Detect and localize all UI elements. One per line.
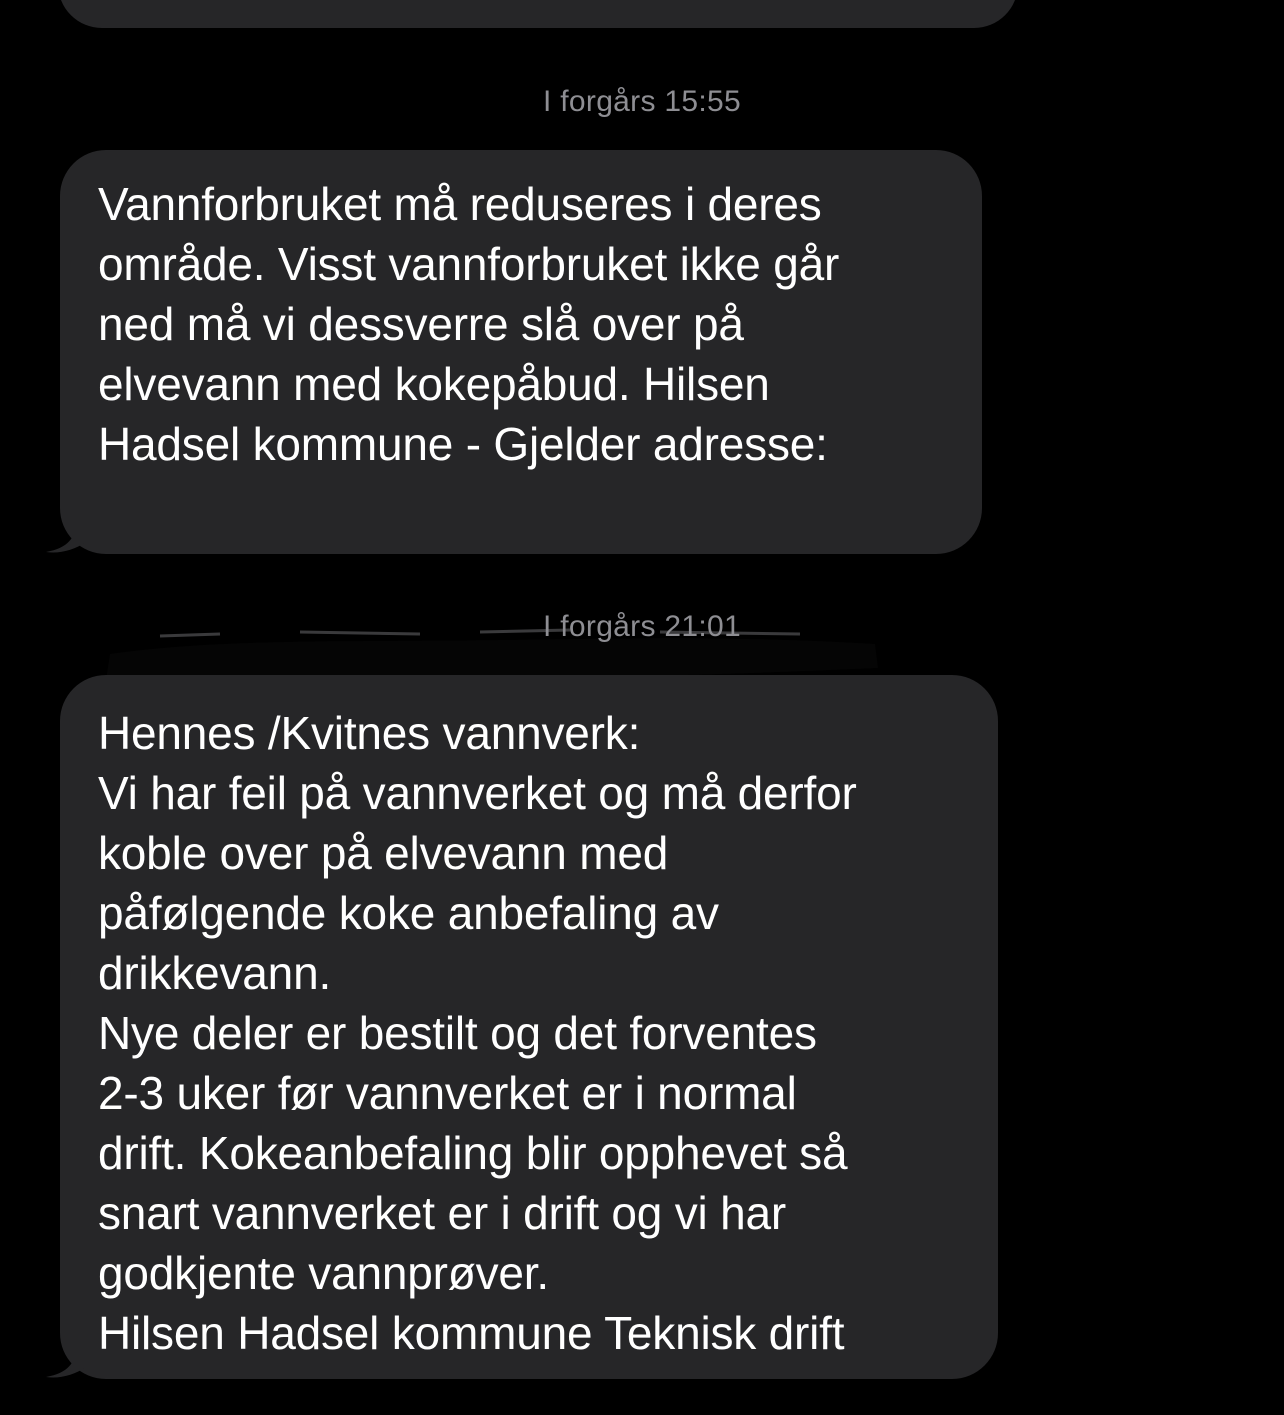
message-timestamp: I forgårs 21:01	[543, 610, 741, 643]
incoming-message-bubble[interactable]	[60, 675, 998, 1379]
message-timestamp: I forgårs 15:55	[543, 85, 741, 118]
bubble-tail-icon	[46, 520, 90, 554]
bubble-tail-icon	[46, 1345, 90, 1379]
message-text: Hennes /Kvitnes vannverk: Vi har feil på vannverket og må derfor koble over på elvevann med påfølgende koke anbefaling av drikkevann. Nye deler er bestilt og det forventes 2-3 uker før vannverket er i normal drift. Kokeanbefaling blir opphevet så snart vannverket er i drift og vi har godkjente vannprøver. Hilsen Hadsel kommune Teknisk drift	[98, 707, 857, 1359]
message-text: Vannforbruket må reduseres i deres område. Visst vannforbruket ikke går ned må vi dessverre slå over på elvevann med kokepåbud. Hilsen Hadsel kommune - Gjelder adresse:	[98, 178, 840, 470]
previous-message-bubble[interactable]	[58, 0, 1018, 28]
incoming-message-bubble[interactable]	[60, 150, 982, 554]
